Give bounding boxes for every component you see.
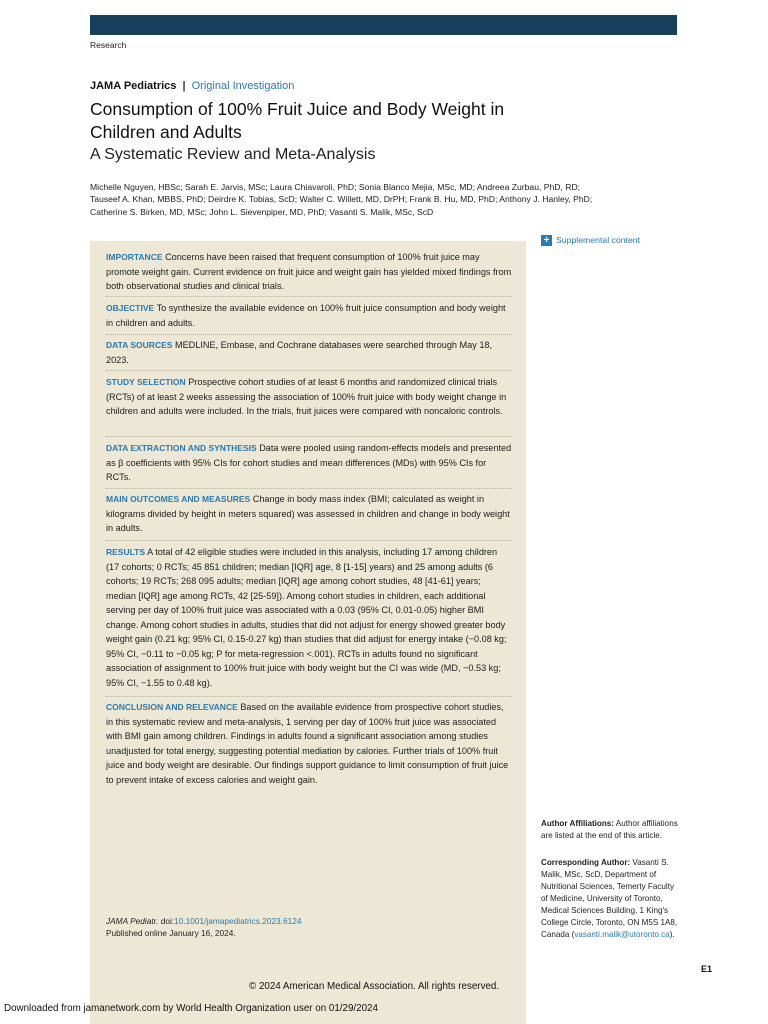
copyright-notice: © 2024 American Medical Association. All rights reserved. [249,981,500,992]
journal-separator: | [182,80,186,92]
supplemental-label: Supplemental content [556,235,641,245]
abstract-heading: IMPORTANCE [106,252,163,262]
article-subtitle: A Systematic Review and Meta-Analysis [90,146,376,163]
abstract-results [106,545,512,690]
abstract-data-sources [106,338,512,367]
corresponding-email-link[interactable]: vasanti.malik@utoronto.ca [574,930,670,939]
affiliations-label: Author Affiliations: [541,819,614,828]
corresponding-label: Corresponding Author: [541,858,631,867]
divider [106,696,512,697]
citation [106,915,512,939]
abstract-objective [106,301,512,330]
abstract-heading: STUDY SELECTION [106,377,186,387]
journal-name: JAMA Pediatrics [90,80,177,92]
abstract-heading: OBJECTIVE [106,303,155,313]
abstract-text: A total of 42 eligible studies were included in this analysis, including 17 among children (17 cohorts; 0 RCTs; 45 851 children; median [IQR] age, 8 [1-15] years) and 25 among adults (6 cohorts; 19 RCTs; 268 095 adults; median [IQR] age among cohort studies, 48 [41-61] years; median [IQR] age among RCTs, 42 [25-59]). Among cohort studies in children, each additional serving per day of 100% fruit juice was associated with a 0.03 (95% CI, 0.01-0.05) higher BMI change. Among cohort studies in adults, studies that did not adjust for energy showed greater body weight gain (0.21 kg; 95% CI, 0.15-0.27 kg) than studies that did adjust for energy intake (−0.08 kg; 95% CI, −0.11 to −0.05 kg; P for meta-regression <.001). RCTs in adults found no significant association of assignment to 100% fruit juice with body weight but the CI was wide (MD, −0.53 kg; 95% CI, −1.55 to 0.48 kg). [106,547,507,688]
journal-abbrev: JAMA Pediatr. [106,916,159,926]
abstract-text: Concerns have been raised that frequent consumption of 100% fruit juice may promote weight gain. Current evidence on fruit juice and weight gain has yielded mixed findings from both observational studies and clinical trials. [106,252,512,291]
abstract-conclusion [106,700,512,787]
affiliations-text: Author affiliations are listed at the end of this article. [541,819,678,840]
author-list: Michelle Nguyen, HBSc; Sarah E. Jarvis, MSc; Laura Chiavaroli, PhD; Sonia Blanco Mejia, MSc, MD; Andreea Zurbau, PhD, RD; Tauseef A. Khan, MBBS, PhD; Deirdre K. Tobias, ScD; Walter C. Willett, MD, DrPH; Frank B. Hu, MD, PhD; Anthony J. Hanley, PhD; Catherine S. Birken, MD, MSc; John L. Sievenpiper, MD, PhD; Vasanti S. Malik, MSc, ScD [90,182,593,217]
header-bar [90,15,677,35]
divider [106,334,512,335]
article-type: Original Investigation [191,80,295,92]
abstract-study-selection [106,375,512,419]
page-number: E1 [701,964,713,974]
divider [106,436,512,437]
download-notice: Downloaded from jamanetwork.com by World Health Organization user on 01/29/2024 [4,1003,378,1014]
doi-prefix: doi: [160,916,175,926]
abstract-data-extraction [106,441,512,485]
abstract-heading: CONCLUSION AND RELEVANCE [106,702,238,712]
corresponding-text: Vasanti S. Malik, MSc, ScD, Department of Nutritional Sciences, Temerty Faculty of Medicine, University of Toronto, Medical Sciences Building, 1 King's College Circle, Toronto, ON M5S 1A8, Canada ( [541,858,678,939]
author-affiliations [541,818,681,842]
abstract-heading: RESULTS [106,547,146,557]
divider [106,540,512,541]
plus-icon: + [541,235,552,246]
abstract-main-outcomes [106,492,512,536]
corresponding-end: ). [669,930,675,939]
abstract-text: To synthesize the available evidence on 100% fruit juice consumption and body weight in children and adults. [106,303,506,328]
abstract-heading: DATA SOURCES [106,340,173,350]
abstract-text: Prospective cohort studies of at least 6 months and randomized clinical trials (RCTs) of at least 2 weeks assessing the association of 100% fruit juice with body weight change in children and adults were included. In the trials, fruit juices were compared with noncaloric controls. [106,377,507,416]
article-title: Consumption of 100% Fruit Juice and Body Weight in Children and Adults [90,99,505,142]
abstract-text: Based on the available evidence from prospective cohort studies, in this systematic review and meta-analysis, 1 serving per day of 100% fruit juice was associated with BMI gain among children. Findings in adults found a significant association among studies unadjusted for total energy, suggesting potential mediation by calories. Further trials of 100% fruit juice and body weight are desirable. Our findings support guidance to limit consumption of fruit juice to prevent intake of excess calories and weight gain. [106,702,509,785]
abstract-text: MEDLINE, Embase, and Cochrane databases were searched through May 18, 2023. [106,340,492,365]
abstract-text: Data were pooled using random-effects models and presented as β coefficients with 95% CIs for cohort studies and mean differences (MDs) with 95% CIs for RCTs. [106,443,512,482]
doi-link[interactable]: 10.1001/jamapediatrics.2023.6124 [174,916,302,926]
supplemental-content-link[interactable] [541,235,640,246]
published-date: Published online January 16, 2024. [106,928,236,938]
abstract-importance [106,250,512,294]
journal-line [90,80,294,92]
section-label: Research [90,40,127,50]
abstract-heading: DATA EXTRACTION AND SYNTHESIS [106,443,257,453]
abstract-heading: MAIN OUTCOMES AND MEASURES [106,494,251,504]
corresponding-author [541,857,681,941]
divider [106,488,512,489]
abstract-text: Change in body mass index (BMI; calculated as weight in kilograms divided by height in meters squared) was assessed in children and change in body weight in adults. [106,494,510,533]
divider [106,370,512,371]
divider [106,296,512,297]
